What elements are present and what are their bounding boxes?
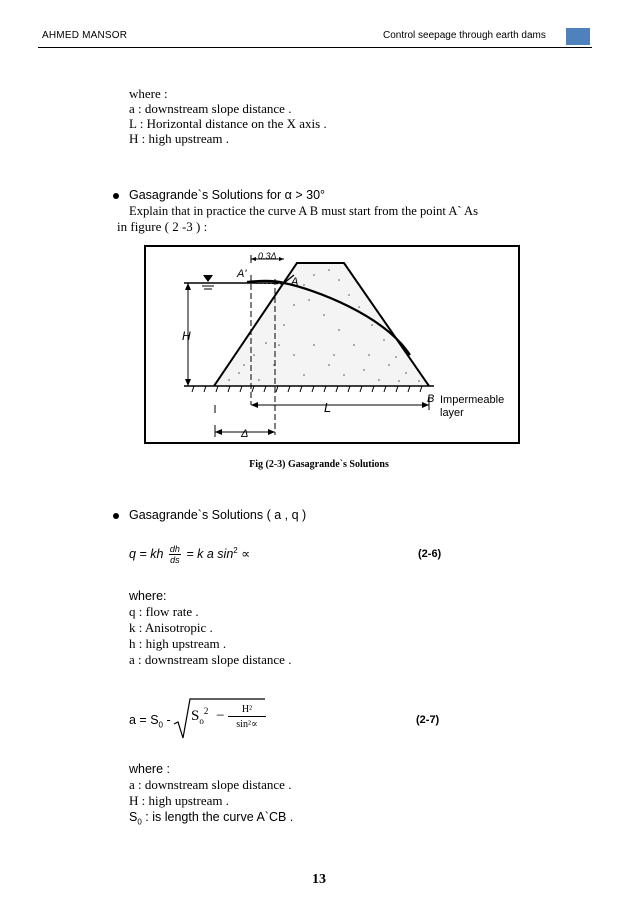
- eq1-rhs: = k a sin: [186, 547, 234, 562]
- page-number: 13: [312, 872, 326, 887]
- def-line: h : high upstream .: [129, 636, 227, 651]
- label-b: B: [427, 393, 435, 405]
- def-line: H : high upstream .: [129, 131, 230, 146]
- header-rule: [38, 47, 592, 48]
- eq1-lhs: q = kh: [129, 547, 164, 562]
- eq2-lhs-sub: 0: [158, 720, 163, 730]
- eq2-frac-den: sin²∝: [236, 719, 258, 730]
- eq1-alpha: ∝: [241, 547, 251, 562]
- eq2-frac-num: H²: [228, 704, 266, 717]
- label-a-prime: A': [237, 268, 247, 280]
- def-line-s0: [129, 809, 293, 831]
- figure-drawing: [144, 245, 520, 444]
- eq1-fraction: [169, 544, 181, 565]
- paragraph-line: in figure ( 2 -3 ) :: [117, 219, 208, 234]
- eq2-inner-exp: 2: [203, 706, 209, 716]
- def-line: q : flow rate .: [129, 604, 199, 619]
- where-label-1: where :: [129, 86, 168, 101]
- eq2-inner: [191, 706, 225, 726]
- paragraph-line: Explain that in practice the curve A B must start from the point A` As: [129, 204, 479, 218]
- bullet-icon: [113, 193, 119, 199]
- figure-gasagrande: [144, 245, 520, 444]
- eq1-frac-num: dh: [169, 544, 180, 555]
- label-h: H: [182, 329, 191, 343]
- equation-number-2-7: (2-7): [416, 714, 440, 726]
- label-l: L: [324, 400, 332, 415]
- label-0-3-delta: 0.3Δ: [258, 251, 277, 261]
- def-line: L : Horizontal distance on the X axis .: [129, 116, 327, 131]
- def-line: a : downstream slope distance .: [129, 101, 292, 116]
- figure-caption: Fig (2-3) Gasagrande`s Solutions: [249, 459, 389, 470]
- eq2-inner-s: S: [191, 708, 200, 724]
- where-label-2: where:: [129, 589, 167, 603]
- bullet-heading: Gasagrande`s Solutions ( a , q ): [129, 508, 307, 522]
- def-line: k : Anisotropic .: [129, 620, 213, 635]
- bullet-icon: [113, 513, 119, 519]
- s0-text: : is length the curve A`CB .: [141, 810, 294, 824]
- where-label-3: where :: [129, 762, 170, 776]
- header-accent-box: [566, 28, 590, 45]
- s0-sub: 0: [137, 817, 142, 827]
- eq2-lhs-wrap: [129, 712, 171, 734]
- eq2-lhs: a = S: [129, 713, 159, 727]
- def-line: H : high upstream .: [129, 793, 230, 808]
- bullet-heading: Gasagrande`s Solutions for α > 30°: [129, 188, 326, 202]
- equation-2-6: [129, 540, 250, 565]
- def-line: a : downstream slope distance .: [129, 777, 292, 792]
- equation-number-2-6: (2-6): [418, 548, 442, 560]
- label-layer: layer: [440, 407, 464, 419]
- label-delta: Δ: [241, 428, 249, 440]
- eq2-fraction: [228, 704, 266, 731]
- label-a: A: [291, 276, 299, 288]
- eq2-frac-minus: −: [216, 708, 225, 724]
- eq2-minus: -: [166, 713, 171, 727]
- def-line: a : downstream slope distance .: [129, 652, 292, 667]
- eq1-frac-den: ds: [170, 555, 180, 566]
- eq1-exp: 2: [233, 546, 238, 555]
- s0-label: S: [129, 810, 138, 824]
- header-author: AHMED MANSOR: [42, 30, 128, 41]
- label-impermeable: Impermeable: [440, 394, 505, 406]
- eq2-inner-sub: o: [199, 716, 204, 726]
- header-title: Control seepage through earth dams: [383, 30, 546, 41]
